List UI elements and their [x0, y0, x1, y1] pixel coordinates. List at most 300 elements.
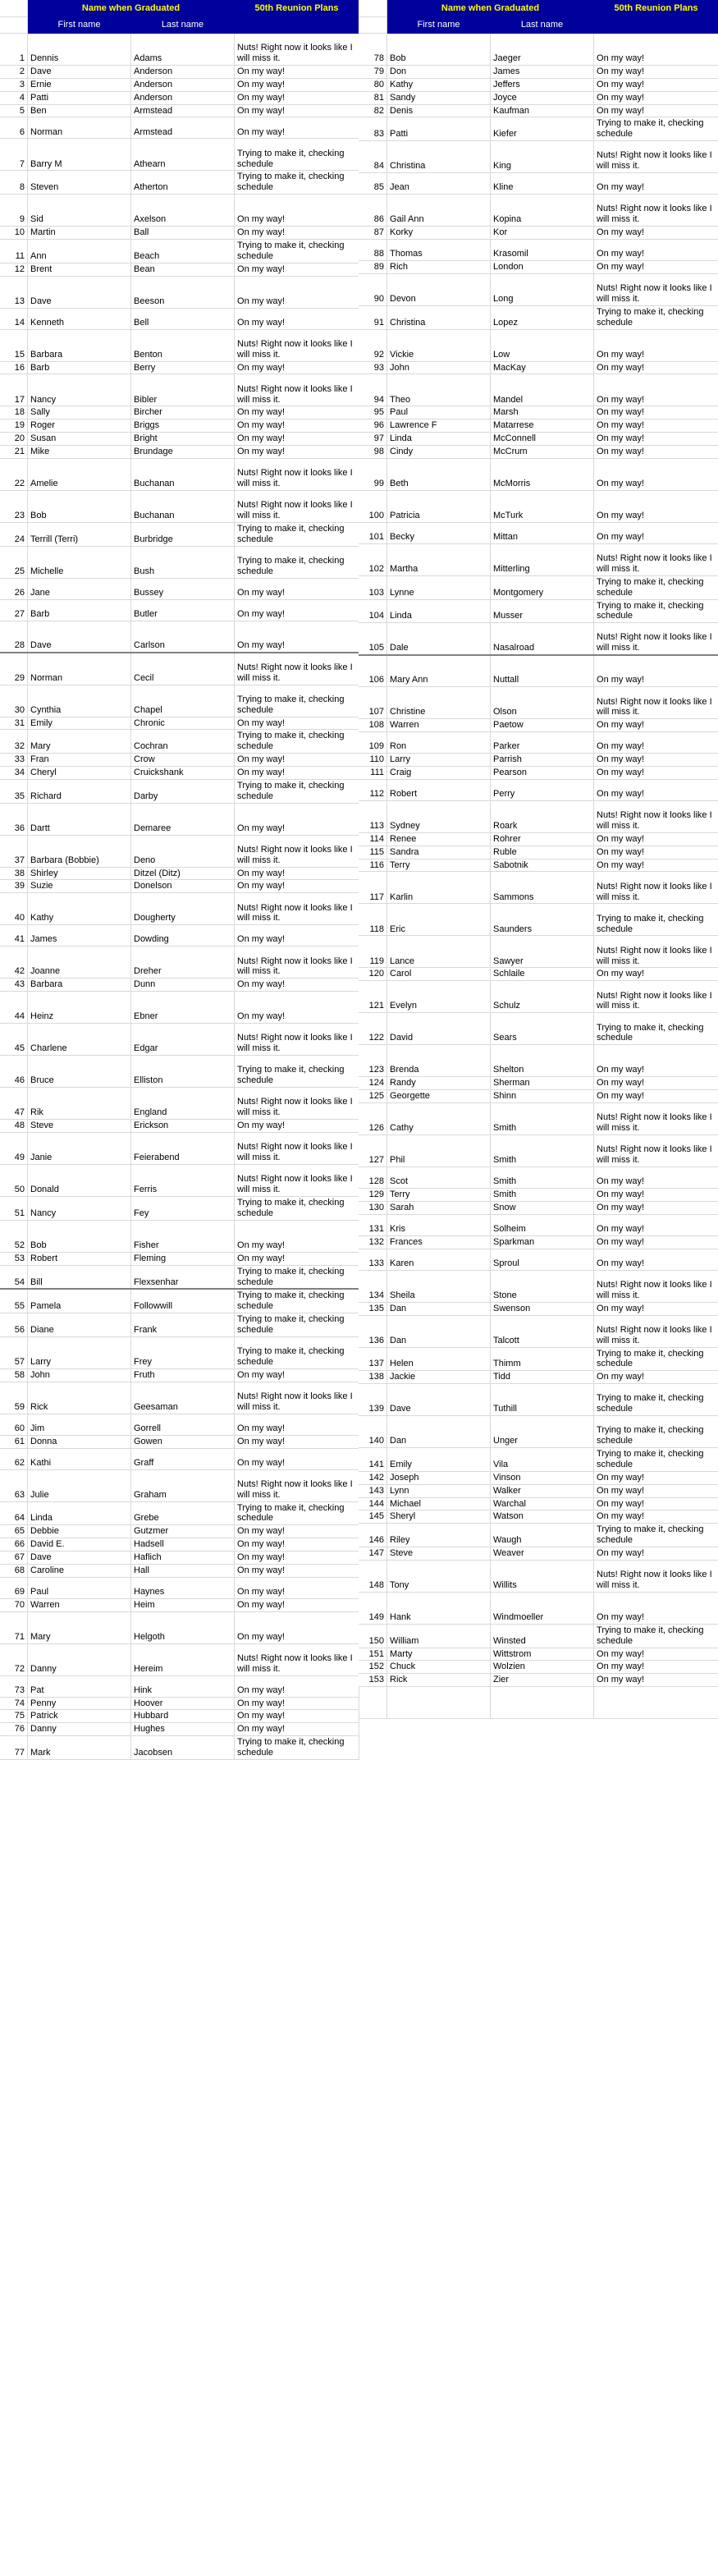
right-cell-reunion-plan[interactable]: On my way! [594, 1497, 718, 1510]
left-cell-first-name[interactable]: Susan [28, 433, 131, 446]
left-row-number[interactable]: 43 [1, 979, 28, 992]
right-row-number[interactable]: 84 [359, 141, 387, 173]
table-row[interactable] [1, 458, 359, 490]
left-row-number[interactable]: 2 [1, 66, 28, 79]
right-cell-first-name[interactable]: Linda [387, 433, 491, 446]
right-cell-reunion-plan[interactable]: On my way! [594, 779, 718, 800]
left-cell-first-name[interactable]: Ernie [28, 78, 131, 91]
left-row-number[interactable]: 66 [1, 1538, 28, 1552]
left-cell-reunion-plan[interactable]: On my way! [235, 1551, 359, 1564]
left-row-number[interactable]: 63 [1, 1469, 28, 1501]
right-row-number[interactable]: 128 [359, 1167, 387, 1189]
table-row[interactable] [359, 195, 718, 227]
table-row[interactable] [359, 1560, 718, 1592]
left-row-number[interactable]: 39 [1, 880, 28, 893]
left-cell-reunion-plan[interactable]: Trying to make it, checking schedule [235, 1736, 359, 1760]
left-cell-first-name[interactable]: James [28, 925, 131, 947]
right-cell-last-name[interactable]: Mitterling [491, 543, 594, 575]
right-cell-reunion-plan[interactable]: On my way! [594, 1471, 718, 1484]
right-cell-reunion-plan[interactable]: On my way! [594, 329, 718, 361]
right-cell-first-name[interactable]: Randy [387, 1077, 491, 1090]
left-cell-first-name[interactable]: Julie [28, 1469, 131, 1501]
right-row-number[interactable]: 151 [359, 1648, 387, 1661]
left-row-number[interactable]: 27 [1, 599, 28, 621]
right-row-number[interactable]: 137 [359, 1347, 387, 1371]
right-cell-first-name[interactable]: Dan [387, 1315, 491, 1347]
right-cell-reunion-plan[interactable]: On my way! [594, 832, 718, 846]
right-row-number[interactable]: 113 [359, 800, 387, 832]
left-cell-last-name[interactable]: Graham [131, 1469, 235, 1501]
left-row-number[interactable]: 72 [1, 1643, 28, 1675]
left-row-number[interactable]: 52 [1, 1220, 28, 1252]
right-row-number[interactable]: 104 [359, 599, 387, 623]
left-cell-last-name[interactable]: Gutzmer [131, 1525, 235, 1538]
table-row[interactable] [359, 66, 718, 79]
left-cell-first-name[interactable]: Steve [28, 1120, 131, 1133]
left-cell-reunion-plan[interactable]: Trying to make it, checking schedule [235, 685, 359, 717]
left-cell-last-name[interactable]: Helgoth [131, 1611, 235, 1643]
right-cell-reunion-plan[interactable]: On my way! [594, 719, 718, 732]
right-row-number[interactable]: 100 [359, 490, 387, 522]
left-cell-last-name[interactable]: Chronic [131, 717, 235, 730]
right-cell-first-name[interactable]: Karlin [387, 872, 491, 904]
right-cell-reunion-plan[interactable]: On my way! [594, 173, 718, 195]
right-cell-last-name[interactable]: Kiefer [491, 117, 594, 141]
left-cell-first-name[interactable]: Linda [28, 1501, 131, 1525]
right-cell-last-name[interactable]: Tuthill [491, 1384, 594, 1416]
right-row-number[interactable]: 121 [359, 981, 387, 1013]
left-cell-reunion-plan[interactable]: Trying to make it, checking schedule [235, 779, 359, 803]
right-cell-last-name[interactable]: Sears [491, 1013, 594, 1045]
right-cell-reunion-plan[interactable]: Nuts! Right now it looks like I will miss it. [594, 623, 718, 655]
table-row[interactable] [1, 1289, 359, 1313]
right-row-number[interactable]: 130 [359, 1201, 387, 1214]
right-cell-reunion-plan[interactable]: Nuts! Right now it looks like I will miss it. [594, 141, 718, 173]
right-row-number[interactable]: 107 [359, 687, 387, 719]
right-cell-reunion-plan[interactable]: Trying to make it, checking schedule [594, 575, 718, 599]
right-row-number[interactable]: 114 [359, 832, 387, 846]
left-cell-first-name[interactable]: Dave [28, 621, 131, 653]
right-cell-last-name[interactable]: James [491, 66, 594, 79]
left-cell-first-name[interactable]: Steven [28, 171, 131, 195]
right-cell-first-name[interactable]: Tony [387, 1560, 491, 1592]
table-row[interactable] [359, 543, 718, 575]
left-row-number[interactable]: 42 [1, 947, 28, 979]
left-row-number[interactable]: 41 [1, 925, 28, 947]
left-cell-reunion-plan[interactable]: Nuts! Right now it looks like I will miss it. [235, 835, 359, 867]
right-cell-reunion-plan[interactable]: Nuts! Right now it looks like I will miss it. [594, 1315, 718, 1347]
table-row[interactable] [1, 1368, 359, 1382]
table-row[interactable] [1, 1133, 359, 1165]
right-cell-last-name[interactable]: Kor [491, 227, 594, 240]
left-cell-first-name[interactable]: Amelie [28, 458, 131, 490]
left-cell-first-name[interactable]: Barbara [28, 329, 131, 361]
left-cell-last-name[interactable]: Cochran [131, 730, 235, 754]
table-row[interactable] [359, 104, 718, 117]
right-cell-reunion-plan[interactable]: Nuts! Right now it looks like I will miss it. [594, 800, 718, 832]
left-cell-reunion-plan[interactable]: On my way! [235, 361, 359, 374]
left-cell-reunion-plan[interactable]: Nuts! Right now it looks like I will miss it. [235, 374, 359, 406]
right-cell-first-name[interactable]: Craig [387, 767, 491, 780]
right-cell-first-name[interactable]: Gail Ann [387, 195, 491, 227]
right-cell-first-name[interactable]: Sarah [387, 1201, 491, 1214]
table-row[interactable] [1, 1088, 359, 1120]
left-cell-last-name[interactable]: Haynes [131, 1577, 235, 1598]
left-cell-last-name[interactable]: Fleming [131, 1252, 235, 1265]
left-row-number[interactable]: 54 [1, 1265, 28, 1289]
left-row-number[interactable]: 31 [1, 717, 28, 730]
left-cell-last-name[interactable]: Anderson [131, 91, 235, 104]
right-cell-first-name[interactable]: Vickie [387, 329, 491, 361]
left-cell-first-name[interactable]: Mike [28, 446, 131, 459]
table-row[interactable] [359, 904, 718, 936]
right-cell-first-name[interactable]: Patti [387, 117, 491, 141]
left-cell-reunion-plan[interactable]: On my way! [235, 263, 359, 276]
right-row-number[interactable]: 150 [359, 1624, 387, 1648]
right-cell-first-name[interactable]: Theo [387, 374, 491, 406]
right-row-number[interactable]: 83 [359, 117, 387, 141]
left-cell-first-name[interactable]: Kathi [28, 1448, 131, 1469]
table-row[interactable] [1, 1710, 359, 1723]
table-row[interactable] [359, 1547, 718, 1560]
table-row[interactable] [1, 1448, 359, 1469]
left-cell-reunion-plan[interactable]: Nuts! Right now it looks like I will miss it. [235, 34, 359, 66]
right-cell-reunion-plan[interactable]: On my way! [594, 1592, 718, 1624]
right-cell-first-name[interactable]: Sandy [387, 91, 491, 104]
left-cell-last-name[interactable]: Edgar [131, 1024, 235, 1056]
left-cell-reunion-plan[interactable]: On my way! [235, 91, 359, 104]
left-cell-reunion-plan[interactable]: On my way! [235, 446, 359, 459]
right-cell-reunion-plan[interactable]: Nuts! Right now it looks like I will miss it. [594, 1103, 718, 1135]
table-row[interactable] [1, 1265, 359, 1289]
table-row[interactable] [1, 490, 359, 522]
left-cell-first-name[interactable]: Sally [28, 406, 131, 419]
right-cell-first-name[interactable]: Christine [387, 687, 491, 719]
right-cell-reunion-plan[interactable]: On my way! [594, 1249, 718, 1270]
left-row-number[interactable]: 13 [1, 276, 28, 308]
left-cell-first-name[interactable]: Penny [28, 1697, 131, 1710]
right-cell-first-name[interactable]: Mary Ann [387, 655, 491, 687]
right-cell-first-name[interactable]: Lance [387, 936, 491, 968]
left-cell-last-name[interactable]: Geesaman [131, 1382, 235, 1414]
left-cell-first-name[interactable]: Suzie [28, 880, 131, 893]
table-row[interactable] [1, 1525, 359, 1538]
right-cell-first-name[interactable]: Dan [387, 1416, 491, 1448]
right-cell-reunion-plan[interactable]: Trying to make it, checking schedule [594, 904, 718, 936]
left-cell-first-name[interactable]: Mark [28, 1736, 131, 1760]
right-cell-reunion-plan[interactable]: On my way! [594, 1510, 718, 1524]
left-cell-reunion-plan[interactable]: On my way! [235, 1525, 359, 1538]
table-row[interactable] [359, 227, 718, 240]
right-cell-first-name[interactable]: Terry [387, 1189, 491, 1202]
table-row[interactable] [1, 803, 359, 835]
table-row[interactable] [1, 1414, 359, 1435]
left-cell-first-name[interactable]: Sid [28, 195, 131, 227]
right-cell-reunion-plan[interactable]: Trying to make it, checking schedule [594, 1524, 718, 1547]
left-cell-first-name[interactable]: Barry M [28, 139, 131, 171]
table-row[interactable] [1, 1120, 359, 1133]
left-row-number[interactable]: 9 [1, 195, 28, 227]
left-cell-last-name[interactable]: Atherton [131, 171, 235, 195]
right-cell-last-name[interactable]: Smith [491, 1189, 594, 1202]
left-row-number[interactable]: 30 [1, 685, 28, 717]
right-cell-first-name[interactable]: Jean [387, 173, 491, 195]
table-row[interactable] [359, 329, 718, 361]
right-cell-first-name[interactable] [387, 1687, 491, 1719]
right-cell-reunion-plan[interactable]: On my way! [594, 433, 718, 446]
right-cell-reunion-plan[interactable]: On my way! [594, 240, 718, 261]
left-row-number[interactable]: 38 [1, 867, 28, 880]
table-row[interactable] [1, 34, 359, 66]
right-cell-reunion-plan[interactable]: On my way! [594, 458, 718, 490]
left-cell-reunion-plan[interactable]: On my way! [235, 1710, 359, 1723]
left-cell-first-name[interactable]: Danny [28, 1643, 131, 1675]
table-row[interactable] [359, 117, 718, 141]
left-cell-last-name[interactable]: Buchanan [131, 490, 235, 522]
table-row[interactable] [359, 458, 718, 490]
right-row-number[interactable]: 133 [359, 1249, 387, 1270]
table-row[interactable] [359, 859, 718, 872]
table-row[interactable] [1, 653, 359, 685]
right-row-number[interactable]: 115 [359, 846, 387, 859]
right-cell-last-name[interactable]: Long [491, 273, 594, 305]
table-row[interactable] [359, 1674, 718, 1687]
left-row-number[interactable]: 11 [1, 240, 28, 264]
left-cell-first-name[interactable]: Martin [28, 227, 131, 240]
right-cell-last-name[interactable]: Schulz [491, 981, 594, 1013]
left-cell-first-name[interactable]: Warren [28, 1598, 131, 1611]
right-cell-reunion-plan[interactable]: On my way! [594, 767, 718, 780]
left-cell-last-name[interactable]: Benton [131, 329, 235, 361]
right-cell-last-name[interactable]: Smith [491, 1135, 594, 1167]
right-cell-first-name[interactable]: Kathy [387, 78, 491, 91]
table-row[interactable] [1, 925, 359, 947]
table-row[interactable] [1, 104, 359, 117]
right-cell-first-name[interactable]: Sydney [387, 800, 491, 832]
left-cell-last-name[interactable]: Butler [131, 599, 235, 621]
right-row-number[interactable]: 145 [359, 1510, 387, 1524]
right-row-number[interactable]: 142 [359, 1471, 387, 1484]
right-cell-first-name[interactable]: Emily [387, 1448, 491, 1472]
right-row-number[interactable]: 120 [359, 968, 387, 981]
table-row[interactable] [359, 78, 718, 91]
right-cell-first-name[interactable]: Lynne [387, 575, 491, 599]
right-cell-last-name[interactable]: Kaufman [491, 104, 594, 117]
table-row[interactable] [359, 34, 718, 66]
left-cell-last-name[interactable]: Demaree [131, 803, 235, 835]
left-cell-first-name[interactable]: Debbie [28, 1525, 131, 1538]
right-cell-last-name[interactable]: Snow [491, 1201, 594, 1214]
table-row[interactable] [1, 433, 359, 446]
table-row[interactable] [359, 1371, 718, 1384]
left-cell-first-name[interactable]: Bruce [28, 1056, 131, 1088]
table-row[interactable] [359, 1167, 718, 1189]
left-cell-reunion-plan[interactable]: On my way! [235, 578, 359, 599]
table-row[interactable] [1, 621, 359, 653]
table-row[interactable] [1, 1723, 359, 1736]
right-cell-last-name[interactable]: London [491, 261, 594, 274]
left-cell-first-name[interactable]: Heinz [28, 992, 131, 1024]
table-row[interactable] [1, 195, 359, 227]
right-cell-last-name[interactable]: Shelton [491, 1045, 594, 1077]
table-row[interactable] [1, 546, 359, 578]
table-row[interactable] [359, 1484, 718, 1497]
left-row-number[interactable]: 20 [1, 433, 28, 446]
right-cell-last-name[interactable]: Mittan [491, 522, 594, 543]
right-row-number[interactable]: 98 [359, 446, 387, 459]
left-cell-reunion-plan[interactable]: On my way! [235, 195, 359, 227]
table-row[interactable] [1, 1313, 359, 1337]
right-cell-reunion-plan[interactable]: On my way! [594, 361, 718, 374]
table-row[interactable] [1, 835, 359, 867]
right-cell-last-name[interactable]: McCrum [491, 446, 594, 459]
right-cell-first-name[interactable]: Lawrence F [387, 419, 491, 433]
left-row-number[interactable]: 23 [1, 490, 28, 522]
right-cell-last-name[interactable]: Talcott [491, 1315, 594, 1347]
right-row-number[interactable]: 148 [359, 1560, 387, 1592]
right-row-number[interactable]: 94 [359, 374, 387, 406]
right-cell-last-name[interactable]: Olson [491, 687, 594, 719]
table-row[interactable] [1, 91, 359, 104]
left-cell-first-name[interactable]: Joanne [28, 947, 131, 979]
right-cell-reunion-plan[interactable]: Trying to make it, checking schedule [594, 305, 718, 329]
left-cell-last-name[interactable]: Darby [131, 779, 235, 803]
left-cell-first-name[interactable]: Norman [28, 653, 131, 685]
right-cell-last-name[interactable]: Sparkman [491, 1235, 594, 1249]
right-cell-last-name[interactable]: Sabotnik [491, 859, 594, 872]
table-row[interactable] [1, 78, 359, 91]
right-cell-reunion-plan[interactable]: Nuts! Right now it looks like I will miss it. [594, 872, 718, 904]
right-cell-last-name[interactable]: Jaeger [491, 34, 594, 66]
left-cell-first-name[interactable]: Emily [28, 717, 131, 730]
right-cell-first-name[interactable]: Steve [387, 1547, 491, 1560]
left-row-number[interactable]: 64 [1, 1501, 28, 1525]
right-cell-reunion-plan[interactable]: On my way! [594, 1045, 718, 1077]
left-cell-reunion-plan[interactable]: On my way! [235, 66, 359, 79]
right-cell-first-name[interactable]: Chuck [387, 1661, 491, 1674]
left-cell-reunion-plan[interactable]: Trying to make it, checking schedule [235, 522, 359, 546]
right-cell-first-name[interactable]: Rich [387, 261, 491, 274]
table-row[interactable] [1, 1469, 359, 1501]
right-row-number[interactable]: 131 [359, 1214, 387, 1235]
table-row[interactable] [359, 1687, 718, 1719]
right-cell-last-name[interactable]: Jeffers [491, 78, 594, 91]
right-cell-last-name[interactable]: Kopina [491, 195, 594, 227]
table-row[interactable] [1, 1643, 359, 1675]
left-row-number[interactable]: 55 [1, 1289, 28, 1313]
table-row[interactable] [359, 1524, 718, 1547]
table-row[interactable] [359, 1624, 718, 1648]
table-row[interactable] [1, 730, 359, 754]
table-row[interactable] [1, 1611, 359, 1643]
right-cell-first-name[interactable]: Beth [387, 458, 491, 490]
right-cell-first-name[interactable]: Korky [387, 227, 491, 240]
left-cell-first-name[interactable]: Charlene [28, 1024, 131, 1056]
right-cell-first-name[interactable]: Cindy [387, 446, 491, 459]
right-cell-last-name[interactable]: Lopez [491, 305, 594, 329]
table-row[interactable] [1, 139, 359, 171]
right-cell-reunion-plan[interactable]: On my way! [594, 1167, 718, 1189]
left-cell-last-name[interactable]: Donelson [131, 880, 235, 893]
right-cell-first-name[interactable]: Jackie [387, 1371, 491, 1384]
right-cell-first-name[interactable]: Helen [387, 1347, 491, 1371]
right-row-number[interactable]: 78 [359, 34, 387, 66]
table-row[interactable] [1, 992, 359, 1024]
right-cell-last-name[interactable]: McMorris [491, 458, 594, 490]
left-cell-reunion-plan[interactable]: Trying to make it, checking schedule [235, 1313, 359, 1337]
left-cell-reunion-plan[interactable]: Trying to make it, checking schedule [235, 1289, 359, 1313]
right-cell-last-name[interactable]: Stone [491, 1270, 594, 1302]
left-row-number[interactable]: 46 [1, 1056, 28, 1088]
table-row[interactable] [359, 1347, 718, 1371]
left-cell-reunion-plan[interactable]: On my way! [235, 227, 359, 240]
right-cell-reunion-plan[interactable]: On my way! [594, 754, 718, 767]
right-cell-last-name[interactable]: Watson [491, 1510, 594, 1524]
table-row[interactable] [359, 779, 718, 800]
right-cell-first-name[interactable]: Frances [387, 1235, 491, 1249]
right-cell-first-name[interactable]: Scot [387, 1167, 491, 1189]
right-cell-reunion-plan[interactable]: On my way! [594, 66, 718, 79]
left-cell-reunion-plan[interactable]: Nuts! Right now it looks like I will miss it. [235, 1469, 359, 1501]
left-cell-last-name[interactable]: Chapel [131, 685, 235, 717]
left-cell-last-name[interactable]: Cruickshank [131, 767, 235, 780]
left-cell-last-name[interactable]: Dougherty [131, 893, 235, 925]
left-cell-last-name[interactable]: Berry [131, 361, 235, 374]
right-cell-last-name[interactable]: McTurk [491, 490, 594, 522]
right-row-number[interactable]: 143 [359, 1484, 387, 1497]
left-cell-reunion-plan[interactable]: On my way! [235, 1723, 359, 1736]
left-cell-first-name[interactable]: Mary [28, 1611, 131, 1643]
right-cell-reunion-plan[interactable]: Nuts! Right now it looks like I will miss it. [594, 1270, 718, 1302]
left-cell-reunion-plan[interactable]: On my way! [235, 1448, 359, 1469]
left-row-number[interactable]: 51 [1, 1197, 28, 1221]
left-row-number[interactable]: 21 [1, 446, 28, 459]
left-cell-first-name[interactable]: Nancy [28, 1197, 131, 1221]
left-cell-reunion-plan[interactable]: Trying to make it, checking schedule [235, 1056, 359, 1088]
right-cell-reunion-plan[interactable]: On my way! [594, 261, 718, 274]
left-row-number[interactable]: 25 [1, 546, 28, 578]
left-cell-first-name[interactable]: Kenneth [28, 308, 131, 329]
table-row[interactable] [359, 1270, 718, 1302]
table-row[interactable] [1, 308, 359, 329]
table-row[interactable] [1, 599, 359, 621]
left-cell-first-name[interactable]: Danny [28, 1723, 131, 1736]
left-cell-reunion-plan[interactable]: Trying to make it, checking schedule [235, 1336, 359, 1368]
right-cell-first-name[interactable]: Don [387, 66, 491, 79]
left-cell-reunion-plan[interactable]: On my way! [235, 1598, 359, 1611]
right-cell-last-name[interactable] [491, 1687, 594, 1719]
left-cell-last-name[interactable]: Bright [131, 433, 235, 446]
table-row[interactable] [1, 329, 359, 361]
right-cell-first-name[interactable]: Bob [387, 34, 491, 66]
left-row-number[interactable]: 1 [1, 34, 28, 66]
table-row[interactable] [1, 685, 359, 717]
left-row-number[interactable]: 74 [1, 1697, 28, 1710]
right-cell-last-name[interactable]: Sherman [491, 1077, 594, 1090]
table-row[interactable] [1, 1551, 359, 1564]
right-cell-reunion-plan[interactable]: On my way! [594, 78, 718, 91]
right-row-number[interactable]: 87 [359, 227, 387, 240]
left-cell-last-name[interactable]: Dunn [131, 979, 235, 992]
left-cell-reunion-plan[interactable]: On my way! [235, 599, 359, 621]
right-cell-reunion-plan[interactable]: On my way! [594, 1090, 718, 1103]
right-row-number[interactable]: 93 [359, 361, 387, 374]
right-row-number[interactable]: 127 [359, 1135, 387, 1167]
table-row[interactable] [1, 263, 359, 276]
left-cell-reunion-plan[interactable]: Trying to make it, checking schedule [235, 1197, 359, 1221]
right-row-number[interactable]: 97 [359, 433, 387, 446]
right-cell-last-name[interactable]: Winsted [491, 1624, 594, 1648]
